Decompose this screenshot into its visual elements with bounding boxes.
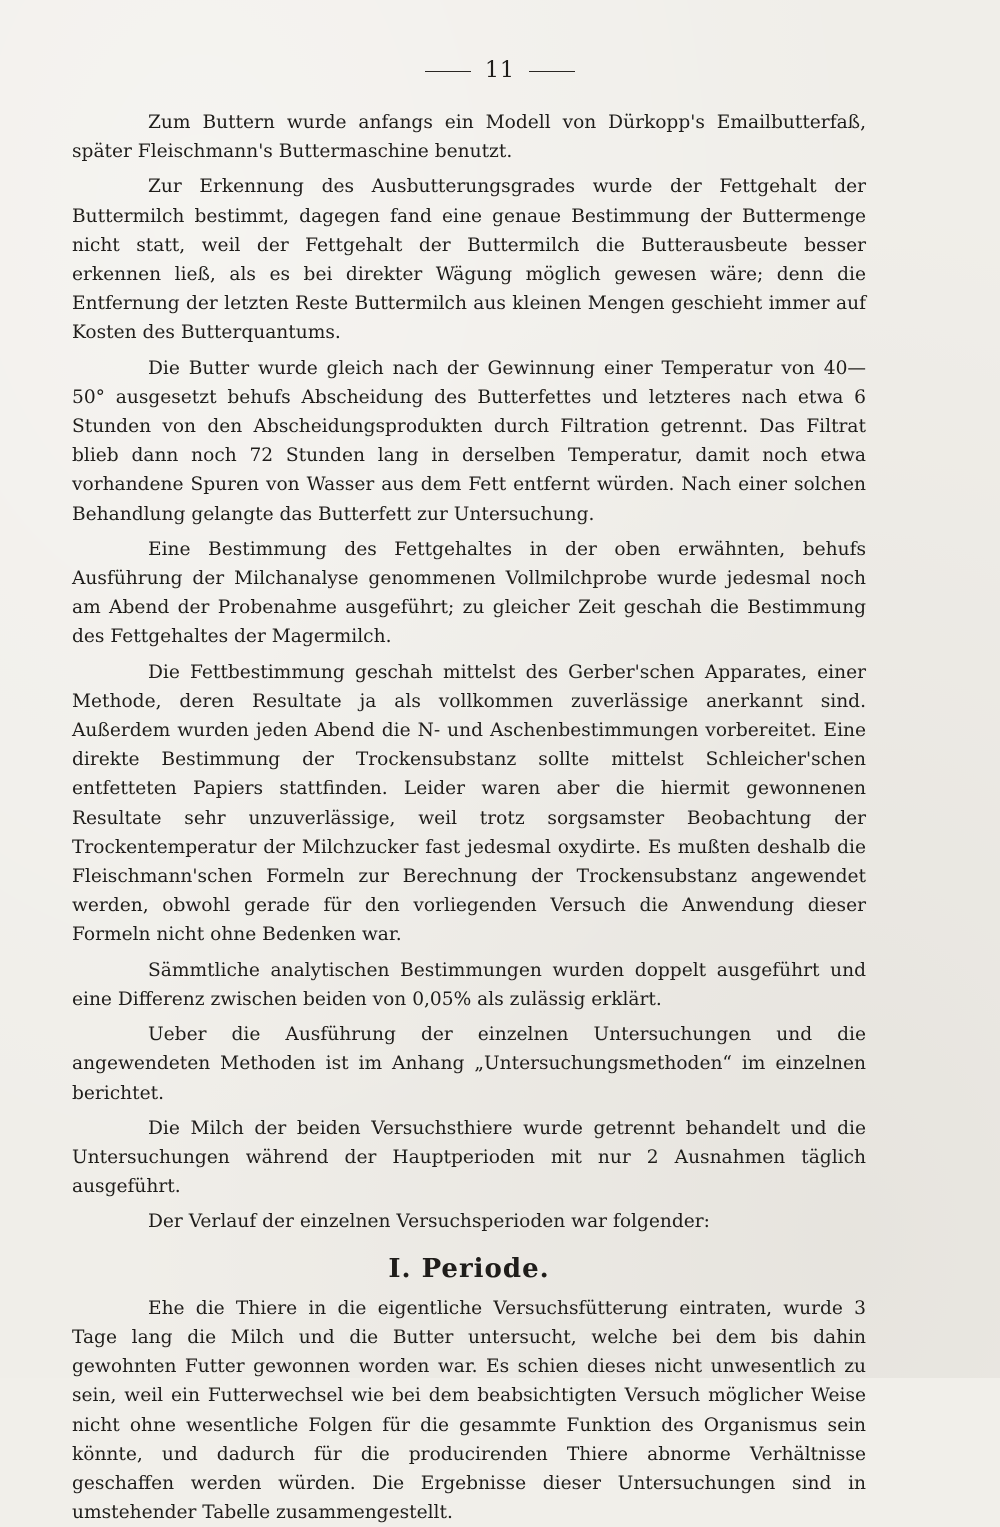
paragraph-butterfett: Die Butter wurde gleich nach der Gewinnung einer Temperatur von 40—50° ausgesetzt behufs Abscheidung des Butterfettes und letzteres nach etwa 6 Stunden von den Abscheidungsprodukten durch Filtration getrennt. Das Filtrat blieb dann noch 72 Stunden lang in derselben Temperatur, damit noch etwa vorhandene Spuren von Wasser aus dem Fett entfernt würden. Nach einer solchen Behandlung gelangte das Butterfett zur Untersuchung.: [72, 357, 866, 525]
paragraph-periode-1: Ehe die Thiere in die eigentliche Versuchsfütterung eintraten, wurde 3 Tage lang die Milch und die Butter untersucht, welche bei dem bis dahin gewohnten Futter gewonnen worden war. Es schien dieses nicht unwesentlich zu sein, weil ein Futterwechsel wie bei dem beabsichtigten Versuch möglicher Weise nicht ohne wesentliche Folgen für die gesammte Funktion des Organismus sein könnte, und dadurch für die producirenden Thiere abnorme Verhältnisse geschaffen werden würden. Die Ergebnisse dieser Untersuchungen sind in umstehender Tabelle zusammengestellt.: [72, 1297, 866, 1524]
page-header: [0, 58, 1000, 83]
header-dash-right: [529, 71, 575, 72]
paragraph-fettbestimmung: Die Fettbestimmung geschah mittelst des Gerber'schen Apparates, einer Methode, deren Resultate ja als vollkommen zuverlässige anerkannt sind. Außerdem wurden jeden Abend die N- und Aschenbestimmungen vorbereitet. Eine direkte Bestimmung der Trockensubstanz sollte mittelst Schleicher'schen entfetteten Papiers stattfinden. Leider waren aber die hiermit gewonnenen Resultate sehr unzuverlässige, weil trotz sorgsamster Beobachtung der Trockentemperatur der Milchzucker fast jedesmal oxydirte. Es mußten deshalb die Fleischmann'schen Formeln zur Berechnung der Trockensubstanz angewendet werden, obwohl gerade für den vorliegenden Versuch die Anwendung dieser Formeln nicht ohne Bedenken war.: [72, 661, 866, 946]
body-text: [72, 108, 866, 1527]
paragraph-verlauf: Der Verlauf der einzelnen Versuchsperioden war folgender:: [148, 1211, 710, 1233]
paragraph-fettgehalt: Eine Bestimmung des Fettgehaltes in der oben erwähnten, behufs Ausführung der Milchanalyse genommenen Vollmilchprobe wurde jedesmal noch am Abend der Probenahme ausgeführt; zu gleicher Zeit geschah die Bestimmung des Fettgehaltes der Magermilch.: [72, 538, 866, 648]
paragraph-anhang: Ueber die Ausführung der einzelnen Untersuchungen und die angewendeten Methoden ist im Anhang „Untersuchungsmethoden“ im einzelnen berichtet.: [72, 1024, 866, 1104]
section-heading: I. Periode.: [388, 1253, 550, 1284]
header-dash-left: [425, 71, 471, 72]
paragraph-ausbutterung: Zur Erkennung des Ausbutterungsgrades wurde der Fettgehalt der Buttermilch bestimmt, dagegen fand eine genaue Bestimmung der Buttermenge nicht statt, weil der Fettgehalt der Buttermilch die Butterausbeute besser erkennen ließ, als es bei direkter Wägung möglich gewesen wäre; denn die Entfernung der letzten Reste Buttermilch aus kleinen Mengen geschieht immer auf Kosten des Butterquantums.: [72, 176, 866, 344]
page-number: 11: [485, 58, 515, 83]
paragraph-buttern: Zum Buttern wurde anfangs ein Modell von Dürkopp's Emailbutterfaß, später Fleischmann's Buttermaschine benutzt.: [72, 112, 866, 163]
paragraph-versuchsthiere: Die Milch der beiden Versuchsthiere wurde getrennt behandelt und die Untersuchungen während der Hauptperioden mit nur 2 Ausnahmen täglich ausgeführt.: [72, 1117, 866, 1198]
paragraph-analytische-bestimmungen: Sämmtliche analytischen Bestimmungen wurden doppelt ausgeführt und eine Differenz zwischen beiden von 0,05% als zulässig erklärt.: [72, 959, 866, 1010]
